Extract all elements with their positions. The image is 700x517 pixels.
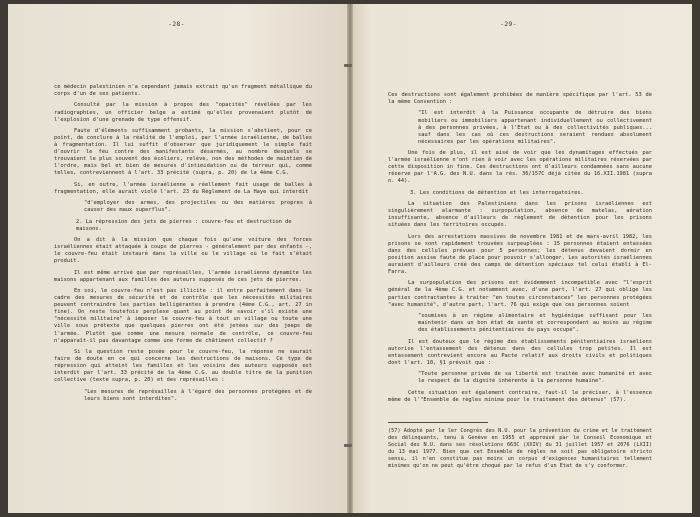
paragraph: Consulté par la mission à propos des "opacités" révélées par les radiographies, un officier belge a estimé qu'elles provenaient plutôt de l'explosion d'une grenade de type offensif. [54,102,312,123]
paragraph: Si, en outre, l'armée israélienne a réellement fait usage de balles à fragmentation, elle aurait violé l'art. 23 du Règlement de La Haye qui interdit [54,181,312,195]
right-page-body [388,92,652,408]
paragraph: Faute d'éléments suffisamment probants, la mission s'abstient, pour ce point, de conclure à la réalité de l'emploi, par l'armée israélienne, de balles à fragmentation. Il lui suffit d'observer que juridiquement le simple fait d'ouvrir le feu contre des manifestants désarmés, au nombre desquels se trouvaient le plus souvent des écoliers, relève, non des méthodes de maintien de l'ordre, mais bel et bien de mesures d'intimidation ou de terreur qui, comme telles, contreviennent à l'art. 33 précité (supra, p. 20) de la 4ème C.G. [54,128,312,177]
paragraph: Il est douteux que le régime des établissements pénitentiaires israéliens autorise l'entassement des détenus dans des cellules trop petites. Il est entassement contrevient encore au Pacte relatif aux droits civils et politiques dont l'art. 10, §1 prévoit que : [388,338,652,366]
left-page-body [54,84,312,407]
paragraph: La surpopulation des prisons est évidemment incompatible avec "l'esprit général de la 4ème C.G. et notamment avec, d'une part, l'art. 27 qui oblige les parties contractantes à traiter "en toutes circonstances" les personnes protégées "avec humanité", d'autre part, l'art. 76 qui exige que ces personnes soient [388,280,652,308]
binding-staple [344,444,352,447]
paragraph: ce médecin palestinien n'a cependant jamais extrait qu'un fragment métallique du corps d'un de ses patients. [54,84,312,98]
section-heading: 3. Les conditions de détention et les interrogatoires. [410,189,584,196]
page-number: -29- [500,20,517,28]
paragraph: En soi, le couvre-feu n'est pas illicite : il entre parfaitement dans le cadre des mesures de sécurité et de contrôle que les nécessités militaires peuvent contraindre les parties belligérantes à prendre (4ème C.G., art. 27 in fine). On reste toutefois perplexe quant au point de savoir s'il existe une "nécessité militaire" à imposer le couvre-feu à tout un village ou toute une ville sous prétexte que quelques pierres ont été jetées sur des jeeps de l'armée. Plutôt que comme une mesure normale de contrôle, ce couvre-feu n'apparaît-il pas davantage comme une forme de châtiment collectif ? [54,288,312,344]
paragraph: Cette situation est également contraire, faut-il le préciser, à l'essence même de l'"Ensemble de règles minima pour le traitement des détenus" (57). [388,389,652,403]
section-heading: 2. La répression des jets de pierres : couvre-feu et destruction de maisons. [76,218,292,232]
paragraph: Une fois de plus, il est aisé de voir que les dynamitages effectués par l'armée israélienne n'ont rien à voir avec les opérations militaires réservées par cette disposition in fine. Ces destructions ont d'ailleurs condamnées sans aucune réserve par l'A.G. des N.U. dans la rés. 36/157C déjà citée du 16.XII.1981 (supra n. 44). [388,150,652,185]
binding-staple [344,64,352,67]
book-spread [8,4,692,513]
page-number: -28- [168,20,185,28]
left-page [8,4,350,513]
quotation: "d'employer des armes, des projectiles ou des matières propres à causer des maux superflus". [84,200,312,214]
footnote-rule [388,422,488,423]
quotation: "Les mesures de représailles à l'égard des personnes protégées et de leurs biens sont interdites". [84,388,312,402]
paragraph: Il est même arrivé que par représailles, l'armée israélienne dynamite les maisons appartenant aux familles des auteurs supposés de ces jets de pierres. [54,269,312,283]
paragraph: Si la question reste posée pour le couvre-feu, la réponse ne saurait faire de doute en ce qui concerne les destructions de maisons. Ce type de répression qui atteint les familles et les voisins des auteurs supposés est interdit par l'art. 33 précité de la 4ème C.G. au double titre de la punition collective (texte supra, p. 20) et des représailles : [54,349,312,384]
quotation: "Il est interdit à la Puissance occupante de détruire des biens mobiliers ou immobiliers appartenant individuellement ou collectivement à des personnes privées, à l'Etat ou à des collectivités publiques... sauf dans les cas où ces destructions seraient rendues absolument nécessaires par les opérations militaires". [418,110,652,145]
right-page [350,4,692,513]
binding-gutter [347,4,353,513]
footnote: (57) Adopté par le ler Congrès des N.U. pour la prévention du crime et le traitement des délinquants, tenu à Genève en 1955 et approuvé par le Conseil Economique et Social des N.U. dans ses résolutions 663C (XXIV) du 31 juillet 1957 et 2076 (LXII) du 13 mai 1977. Bien que cet Ensemble de règles ne soit pas obligatoire stricto sensu, il n'en constitue pas moins un corpus d'exigences humanitaires tellement minimes qu'on ne peut qu'être choqué par le refus d'un Etat de s'y conformer. [388,428,652,469]
paragraph: Lors des arrestations massives de novembre 1981 et de mars-avril 1982, les prisons se sont rapidement trouvées surpeuplées : 15 personnes étaient entassées dans des cellules prévues pour 5 personnes; les détenus devaient dormir en position assise faute de place pour pouvoir s'allonger. Les autorités israéliennes auraient d'ailleurs créé des camps de détention spéciaux tel celui établi à El-Farra. [388,233,652,275]
quotation: "soumises à un régime alimentaire et hygiénique suffisant pour les maintenir dans un bon état de santé et correspondant au moins au régime des établissements pénitentiaires du pays occupé". [418,313,652,334]
paragraph: On a dit à la mission que chaque fois qu'une voiture des forces israéliennes était attaquée à coups de pierres - généralement par des enfants -, le couvre-feu était instauré dans la ville ou le village où le fait s'était produit. [54,237,312,265]
quotation: "Toute personne privée de sa liberté est traitée avec humanité et avec le respect de la dignité inhérente à la personne humaine". [418,371,652,385]
paragraph: Ces destructions sont également prohibées de manière spécifique par l'art. 53 de la même Convention : [388,92,652,106]
paragraph: La situation des Palestiniens dans les prisons israéliennes est singulièrement alarmante : surpopulation, absence de matelas, aération insuffisante, absence d'ailleurs de règlement de détention pour les prisons situées dans les territoires occupés. [388,201,652,229]
